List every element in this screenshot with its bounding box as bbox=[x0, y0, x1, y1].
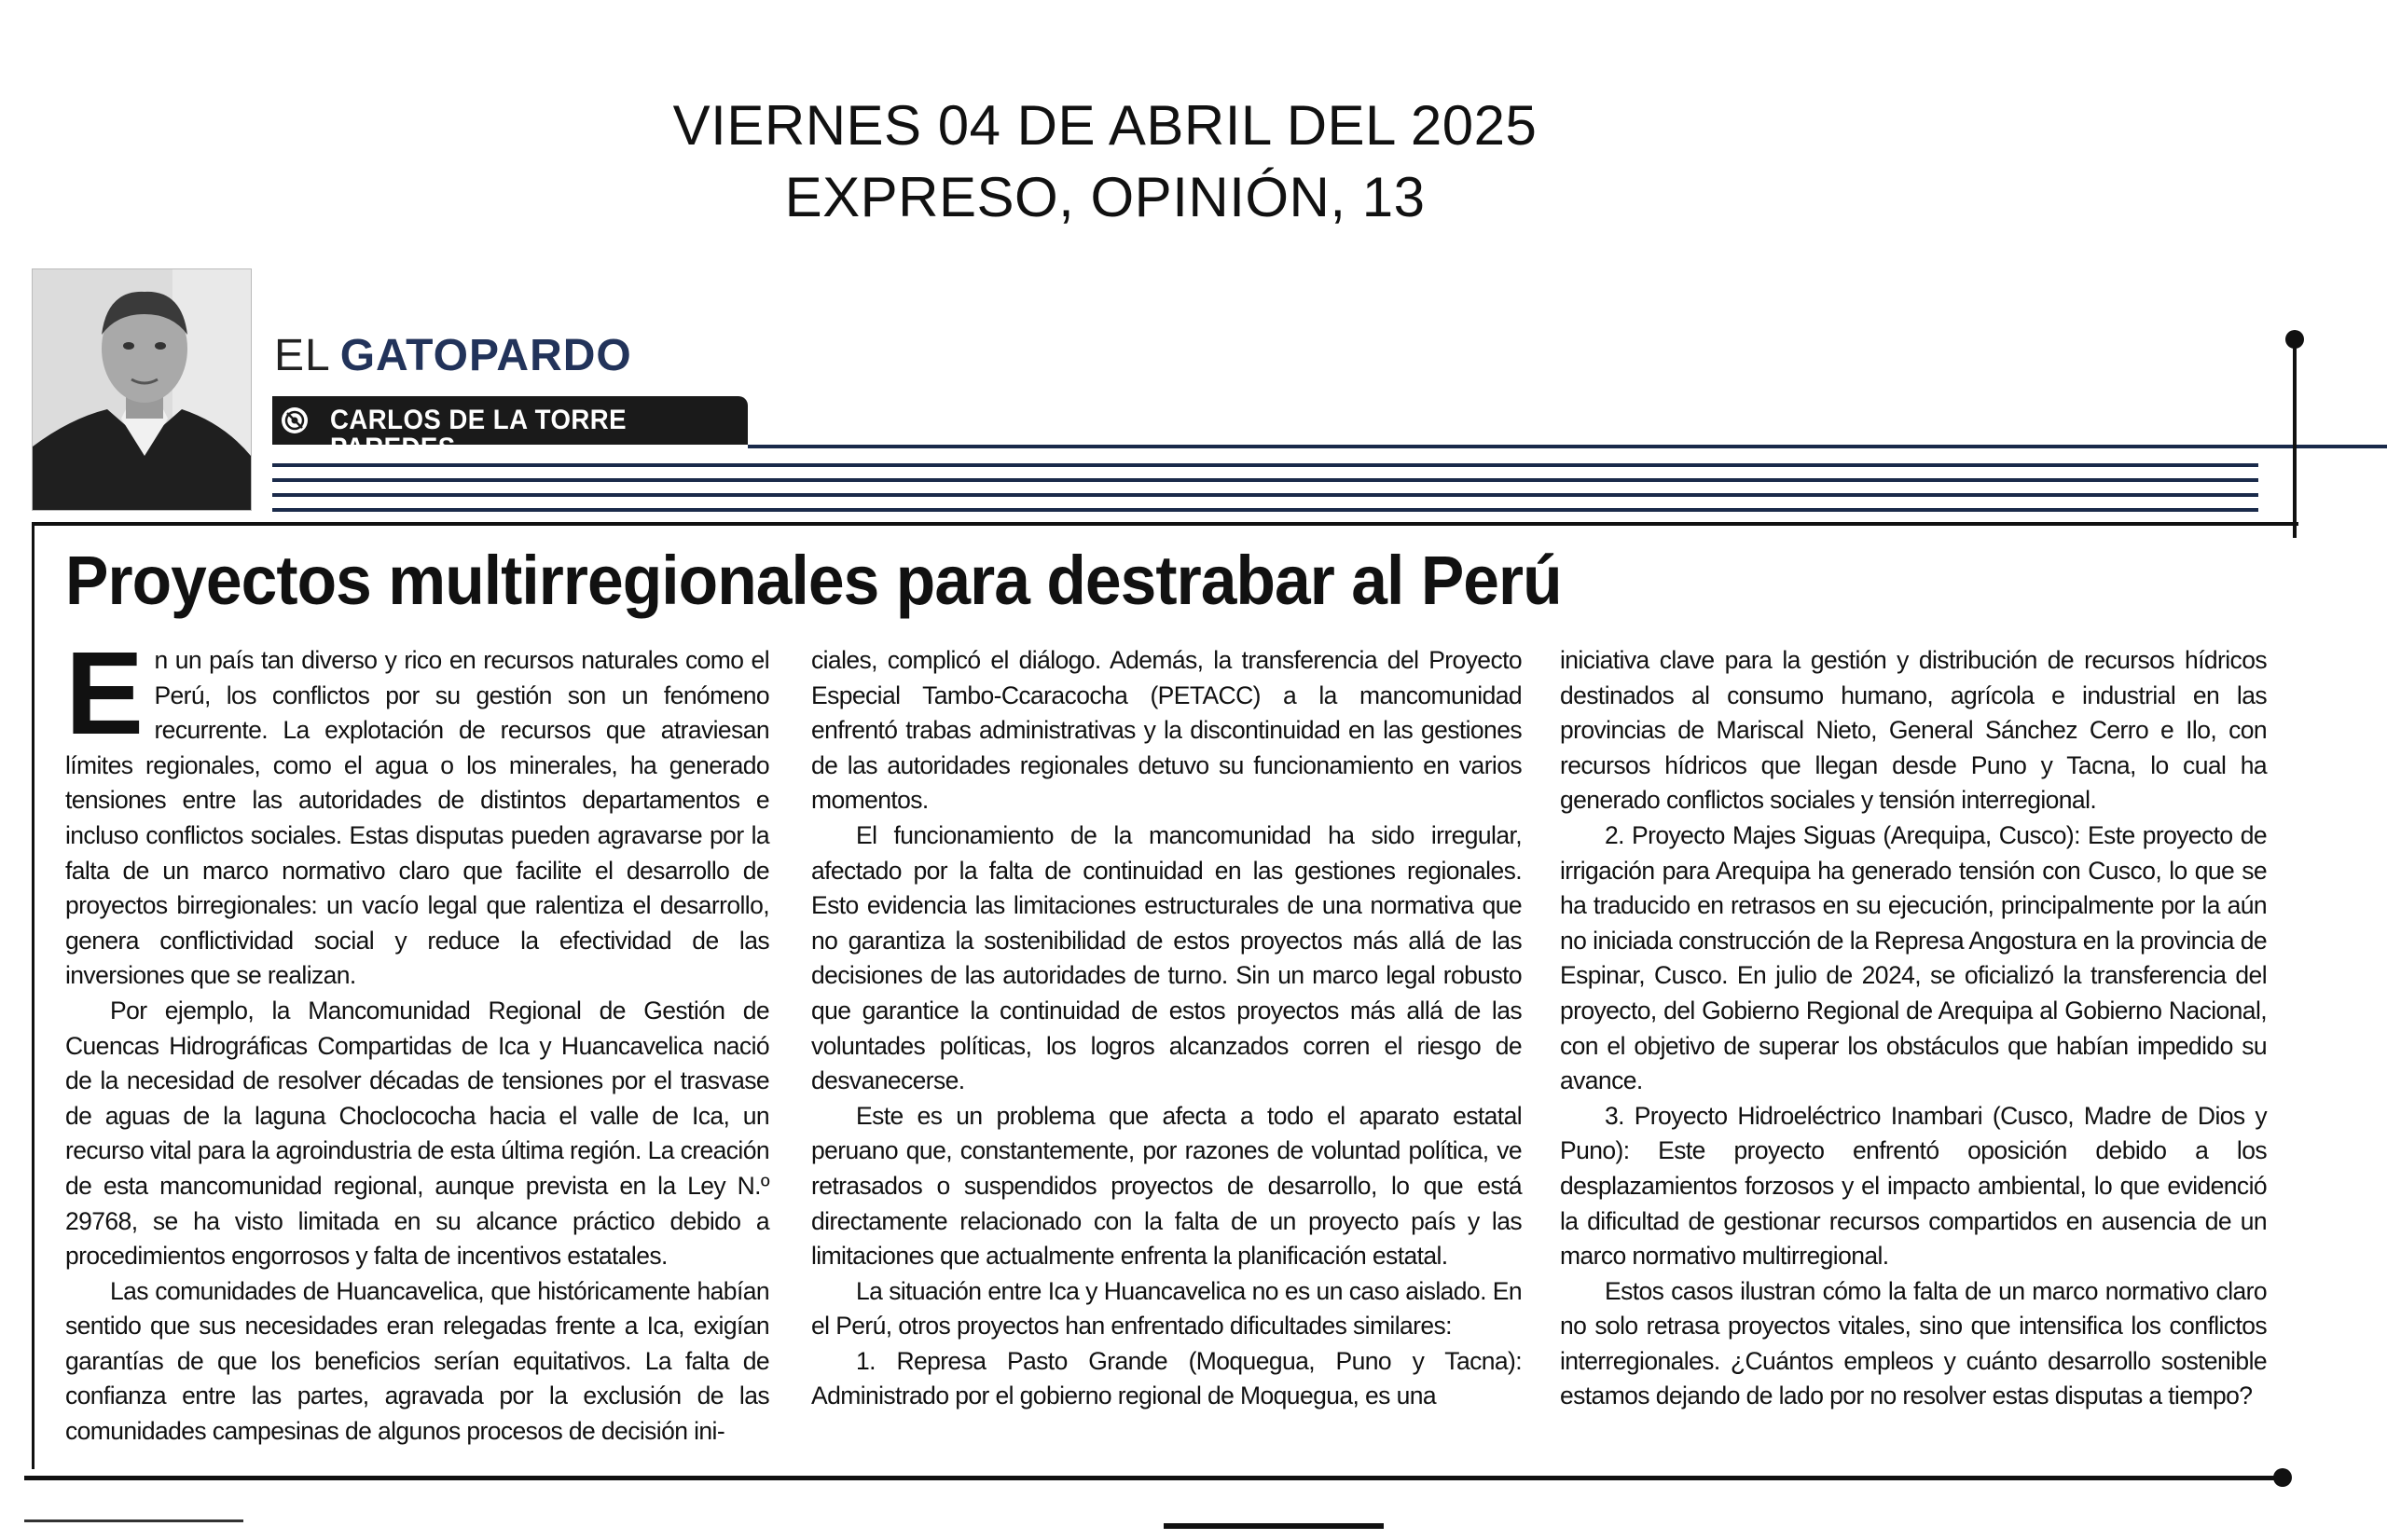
paragraph: La situación entre Ica y Huancavelica no es un caso aislado. En el Perú, otros proyectos han enfrentado dificultades similares: bbox=[811, 1276, 1522, 1341]
publication-date: VIERNES 04 DE ABRIL DEL 2025 bbox=[672, 94, 1538, 157]
column-title bbox=[274, 331, 632, 380]
article-column-2 bbox=[811, 643, 1522, 1414]
footer-rule-left bbox=[24, 1519, 243, 1522]
column-label: EL bbox=[274, 331, 331, 380]
list-item: 1. Represa Pasto Grande (Moquegua, Puno y Tacna): Administrado por el gobierno regional de Moquegua, es una bbox=[811, 1346, 1522, 1410]
paragraph: El funcionamiento de la mancomunidad ha sido irregular, afectado por la falta de continuidad en las gestiones regionales. Esto evidencia las limitaciones estructurales de una normativa que no garantiza la sostenibilidad de estos proyectos más allá de las decisiones de las autoridades de turno. Sin un marco legal robusto que garantice la continuidad de estos proyectos más allá de las voluntades políticas, los logros alcanzados corren el riesgo de desvanecerse. bbox=[811, 820, 1522, 1095]
paragraph bbox=[65, 627, 769, 994]
paragraph-text: n un país tan diverso y rico en recursos naturales como el Perú, los conflictos por su gestión son un fenómeno recurrente. La explotación de recursos que atraviesan límites regionales, como el agua o los minerales, ha generado tensiones entre las autoridades de distintos departamentos e incluso conflictos sociales. Estas disputas pueden agravarse por la falta de un marco normativo claro que facilite el desarrollo de proyectos birregionales: un vacío legal que ralentiza el desarrollo, genera conflictividad social y reduce la efectividad de las inversiones que se realizan. bbox=[65, 646, 769, 990]
byline-bar bbox=[272, 396, 748, 463]
article-column-3 bbox=[1560, 643, 2267, 1414]
author-photo bbox=[32, 268, 252, 511]
list-item: 3. Proyecto Hidroeléctrico Inambari (Cusco, Madre de Dios y Puno): Este proyecto enfrentó oposición debido a los desplazamientos forzosos y el impacto ambiental, lo que evidenció la dificultad de gestionar recursos compartidos en ausencia de un marco normativo multirregional. bbox=[1560, 1101, 2267, 1271]
frame-rule-right bbox=[2293, 337, 2297, 538]
author-name: CARLOS DE LA TORRE PAREDES bbox=[330, 405, 628, 463]
drop-cap: E bbox=[65, 627, 144, 759]
paragraph: Por ejemplo, la Mancomunidad Regional de Gestión de Cuencas Hidrográficas Compartidas de Ica y Huancavelica nació de la necesidad de resolver décadas de tensiones por el trasvase de aguas de la laguna Choclococha hacia el valle de Ica, un recurso vital para la agroindustria de esta última región. La creación de esta mancomunidad regional, aunque prevista en la Ley N.º 29768, se ha visto limitada en su alcance práctico debido a procedimientos engorrosos y falta de incentivos estatales. bbox=[65, 996, 769, 1271]
paragraph: ciales, complicó el diálogo. Además, la transferencia del Proyecto Especial Tambo-Ccaracocha (PETACC) a la mancomunidad enfrentó trabas administrativas y la discontinuidad en las gestiones de las autoridades regionales detuvo su funcionamiento en varios momentos. bbox=[811, 646, 1522, 815]
paragraph: Las comunidades de Huancavelica, que históricamente habían sentido que sus necesidades eran relegadas frente a Ica, exigían garantías de que los beneficios serían equitativos. La falta de confianza entre las partes, agravada por la exclusión de las comunidades campesinas de algunos procesos de decisión ini- bbox=[65, 1276, 769, 1446]
at-sign-icon bbox=[282, 407, 308, 433]
list-item: 2. Proyecto Majes Siguas (Arequipa, Cusco): Este proyecto de irrigación para Arequipa ha generado tensión con Cusco, lo que se ha traducido en retrasos en su ejecución, principalmente por la aún no iniciada construcción de la Represa Angostura en la provincia de Espinar, Cusco. En julio de 2024, se oficializó la transferencia del proyecto, del Gobierno Regional de Arequipa al Gobierno Nacional, con el objetivo de superar los obstáculos que habían impedido su avance. bbox=[1560, 820, 2267, 1095]
footer-rule-center bbox=[1164, 1523, 1384, 1529]
column-brand: GATOPARDO bbox=[339, 331, 632, 380]
paragraph: Estos casos ilustran cómo la falta de un marco normativo claro no solo retrasa proyectos vitales, sino que intensifica los conflictos interregionales. ¿Cuántos empleos y cuánto desarrollo sostenible estamos dejando de lado por no resolver estas disputas a tiempo? bbox=[1560, 1276, 2267, 1410]
frame-rule-bottom bbox=[24, 1476, 2281, 1480]
frame-dot-bottom bbox=[2273, 1468, 2292, 1487]
article-column-1 bbox=[65, 627, 769, 1450]
paragraph: Este es un problema que afecta a todo el aparato estatal peruano que, constantemente, por razones de voluntad política, ve retrasados o suspendidos proyectos de desarrollo, lo que está directamente relacionado con la falta de un proyecto país y las limitaciones que actualmente enfrenta la planificación estatal. bbox=[811, 1101, 1522, 1271]
article-headline: Proyectos multirregionales para destrabar al Perú bbox=[65, 542, 1562, 619]
publication-source: EXPRESO, OPINIÓN, 13 bbox=[784, 166, 1426, 228]
paragraph: iniciativa clave para la gestión y distribución de recursos hídricos destinados al consumo humano, agrícola e industrial en las provincias de Mariscal Nieto, General Sánchez Cerro e Ilo, con recursos hídricos que llegan desde Puno y Tacna, lo cual ha generado conflictos sociales y tensión interregional. bbox=[1560, 646, 2267, 815]
